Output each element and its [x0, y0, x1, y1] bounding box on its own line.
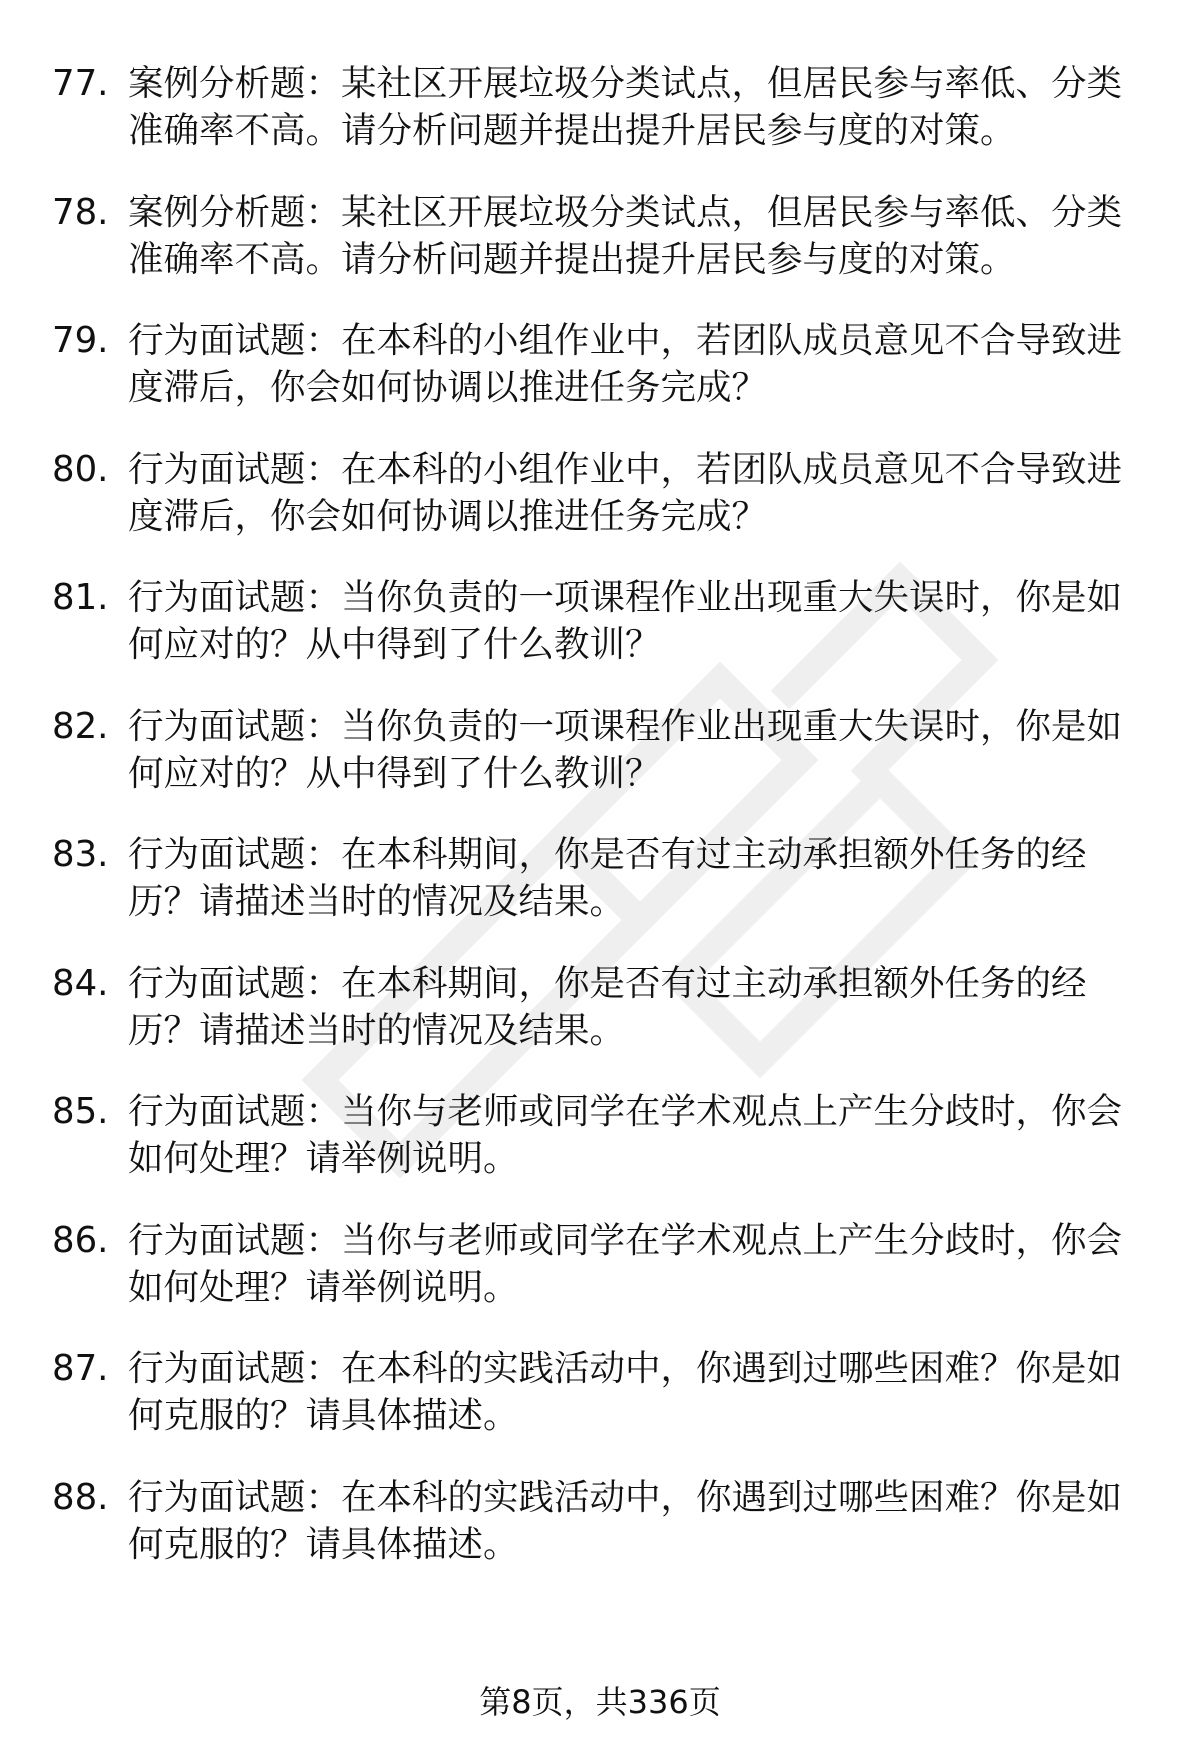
question-number: 84.: [52, 962, 109, 1004]
question-number: 87.: [52, 1348, 109, 1389]
question-text: 行为面试题：当你负责的一项课程作业出现重大失误时，你是如何应对的？从中得到了什么教训？: [128, 705, 1123, 794]
question-number: 88.: [52, 1476, 109, 1518]
page-footer: 第8页，共336页: [479, 1683, 721, 1721]
question-text: 行为面试题：在本科的实践活动中，你遇到过哪些困难？你是如何克服的？请具体描述。: [128, 1348, 1123, 1436]
question-number: 82.: [52, 705, 109, 747]
list-item: [52, 1088, 1142, 1182]
list-item: [52, 574, 1142, 668]
question-text: 行为面试题：当你与老师或同学在学术观点上产生分歧时，你会如何处理？请举例说明。: [128, 1219, 1123, 1308]
list-item: [52, 1217, 1142, 1311]
question-text: 行为面试题：在本科的小组作业中，若团队成员意见不合导致进度滞后，你会如何协调以推进任务完成？: [128, 320, 1123, 408]
question-text: 行为面试题：在本科的实践活动中，你遇到过哪些困难？你是如何克服的？请具体描述。: [128, 1476, 1123, 1565]
list-item: [52, 60, 1142, 154]
question-number: 86.: [52, 1219, 109, 1261]
list-item: [52, 1345, 1142, 1439]
question-text: 行为面试题：在本科期间，你是否有过主动承担额外任务的经历？请描述当时的情况及结果。: [128, 962, 1087, 1051]
question-number: 77.: [52, 63, 109, 104]
list-item: [52, 189, 1142, 283]
question-text: 案例分析题：某社区开展垃圾分类试点，但居民参与率低、分类准确率不高。请分析问题并提出提升居民参与度的对策。: [128, 191, 1123, 280]
question-number: 79.: [52, 320, 109, 361]
question-text: 行为面试题：在本科期间，你是否有过主动承担额外任务的经历？请描述当时的情况及结果。: [128, 834, 1087, 922]
question-list: [52, 60, 1142, 1602]
list-item: [52, 446, 1142, 540]
question-number: 80.: [52, 448, 109, 490]
question-number: 85.: [52, 1091, 109, 1132]
question-text: 行为面试题：当你与老师或同学在学术观点上产生分歧时，你会如何处理？请举例说明。: [128, 1091, 1123, 1179]
list-item: [52, 831, 1142, 925]
question-number: 78.: [52, 191, 109, 233]
list-item: [52, 960, 1142, 1054]
question-text: 案例分析题：某社区开展垃圾分类试点，但居民参与率低、分类准确率不高。请分析问题并提出提升居民参与度的对策。: [128, 63, 1123, 151]
question-number: 83.: [52, 834, 109, 875]
question-number: 81.: [52, 577, 109, 618]
question-text: 行为面试题：当你负责的一项课程作业出现重大失误时，你是如何应对的？从中得到了什么教训？: [128, 577, 1123, 665]
list-item: [52, 317, 1142, 411]
question-text: 行为面试题：在本科的小组作业中，若团队成员意见不合导致进度滞后，你会如何协调以推进任务完成？: [128, 448, 1123, 537]
list-item: [52, 703, 1142, 797]
list-item: [52, 1474, 1142, 1568]
